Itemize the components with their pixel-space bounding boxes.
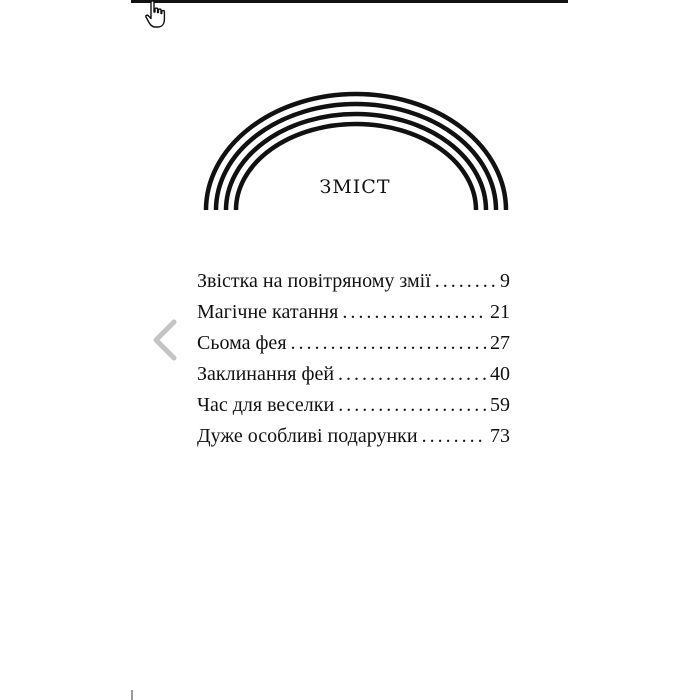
page-edge-mark bbox=[131, 690, 133, 700]
toc-entry-page: 21 bbox=[490, 301, 510, 323]
toc-entry[interactable] bbox=[197, 425, 510, 456]
toc-leader bbox=[338, 363, 486, 386]
toc-entry-page: 40 bbox=[490, 363, 510, 385]
hand-pointer-icon bbox=[144, 0, 168, 30]
toc-entry[interactable] bbox=[197, 394, 510, 425]
toc-entry-page: 9 bbox=[500, 270, 510, 292]
toc-entry[interactable] bbox=[197, 363, 510, 394]
toc-leader bbox=[338, 394, 486, 417]
toc-entry[interactable] bbox=[197, 332, 510, 363]
toc-leader bbox=[422, 425, 486, 448]
toc-entry-label: Звістка на повітряному змії bbox=[197, 270, 431, 292]
toc-entry[interactable] bbox=[197, 301, 510, 332]
table-of-contents bbox=[197, 270, 510, 456]
toc-entry[interactable] bbox=[197, 270, 510, 301]
toc-entry-label: Сьома фея bbox=[197, 332, 287, 354]
page-title: ЗМІСТ bbox=[319, 176, 391, 198]
toc-entry-label: Заклинання фей bbox=[197, 363, 335, 385]
page-top-edge bbox=[131, 0, 568, 3]
toc-entry-label: Магічне катання bbox=[197, 301, 339, 323]
toc-entry-page: 59 bbox=[490, 394, 510, 416]
toc-leader bbox=[435, 270, 496, 293]
toc-leader bbox=[342, 301, 486, 324]
toc-entry-page: 73 bbox=[490, 425, 510, 447]
toc-entry-label: Час для веселки bbox=[197, 394, 335, 416]
toc-entry-label: Дуже особливі подарунки bbox=[197, 425, 418, 447]
toc-leader bbox=[291, 332, 486, 355]
chevron-left-icon[interactable] bbox=[148, 318, 182, 362]
toc-entry-page: 27 bbox=[490, 332, 510, 354]
